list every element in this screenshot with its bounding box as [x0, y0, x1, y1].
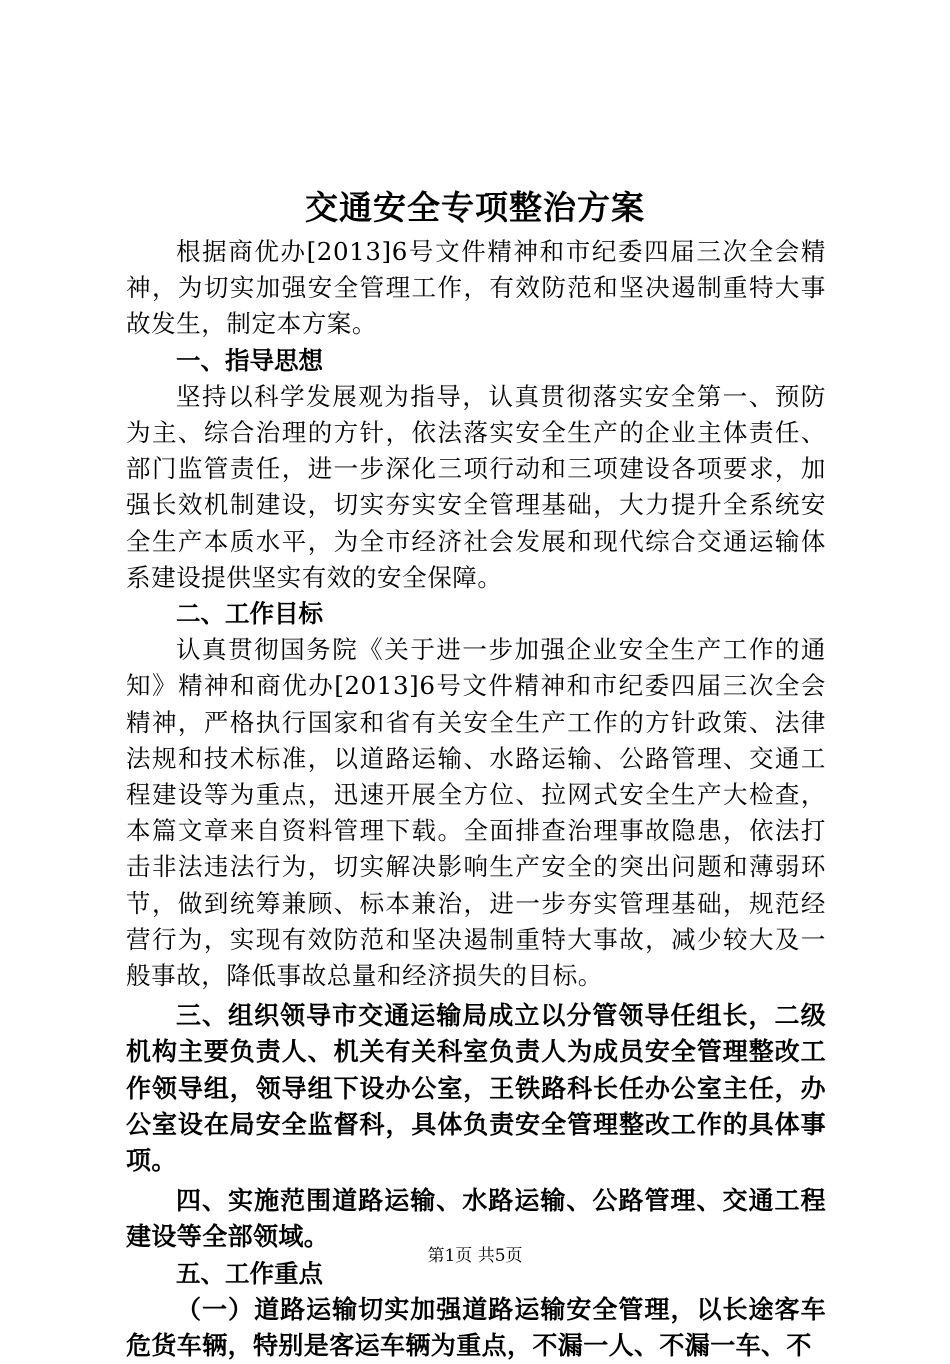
section-organization-leadership: 三、组织领导市交通运输局成立以分管领导任组长，二级机构主要负责人、机关有关科室负责人为成员安全管理整改工作领导组，领导组下设办公室，王铁路科长任办公室主任，办公室设在局安全监督科，具体负责安全管理整改工作的具体事项。 [126, 1001, 826, 1176]
intro-paragraph: 根据商优办[2013]6号文件精神和市纪委四届三次全会精神，为切实加强安全管理工作，有效防范和坚决遏制重特大事故发生，制定本方案。 [126, 237, 826, 339]
section-heading-guiding-ideology: 一、指导思想 [176, 345, 323, 375]
section-implementation-scope: 四、实施范围道路运输、水路运输、公路管理、交通工程建设等全部领域。 [126, 1186, 826, 1252]
section-heading-work-focus: 五、工作重点 [176, 1258, 323, 1288]
section-body-work-goals: 认真贯彻国务院《关于进一步加强企业安全生产工作的通知》精神和商优办[2013]6号文件精神和市纪委四届三次全会精神，严格执行国家和省有关安全生产工作的方针政策、法律法规和技术标准，以道路运输、水路运输、公路管理、交通工程建设等为重点，迅速开展全方位、拉网式安全生产大检查，本篇文章来自资料管理下载。全面排查治理事故隐患，依法打击非法违法行为，切实解决影响生产安全的突出问题和薄弱环节，做到统筹兼顾、标本兼治，进一步夯实管理基础，规范经营行为，实现有效防范和坚决遏制重特大事故，减少较大及一般事故，降低事故总量和经济损失的目标。 [126, 635, 826, 991]
section-item-road-transport: （一）道路运输切实加强道路运输安全管理，以长途客车危货车辆，特别是客运车辆为重点，不漏一人、不漏一车、不 [126, 1294, 826, 1361]
section-body-guiding-ideology: 坚持以科学发展观为指导，认真贯彻落实安全第一、预防为主、综合治理的方针，依法落实安全生产的企业主体责任、部门监管责任，进一步深化三项行动和三项建设各项要求，加强长效机制建设，切实夯实安全管理基础，大力提升全系统安全生产本质水平，为全市经济社会发展和现代综合交通运输体系建设提供坚实有效的安全保障。 [126, 381, 826, 592]
document-title: 交通安全专项整治方案 [305, 188, 645, 227]
section-heading-work-goals: 二、工作目标 [176, 599, 323, 629]
document-body [126, 234, 826, 1364]
page-number-footer: 第1页 共5页 [427, 1246, 523, 1266]
